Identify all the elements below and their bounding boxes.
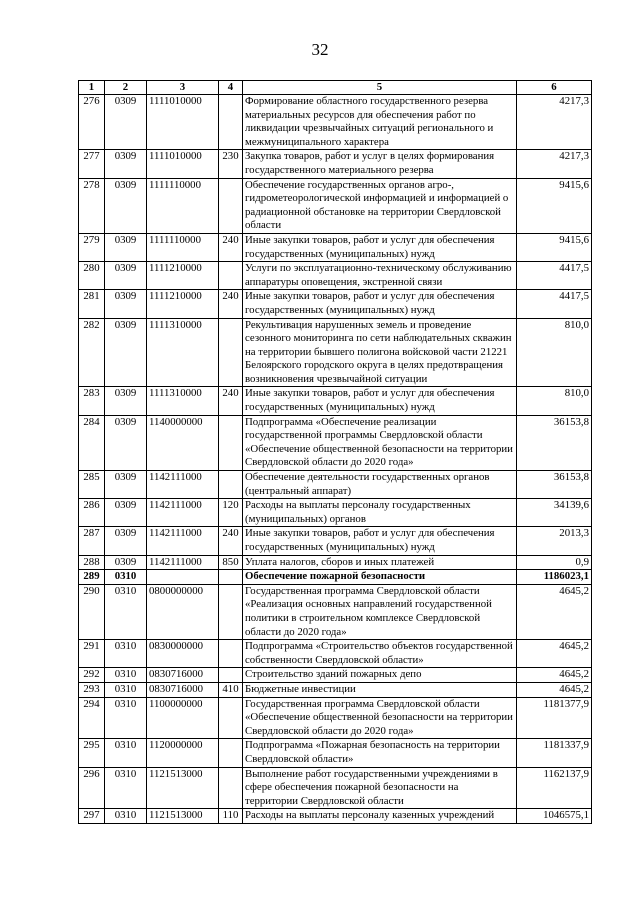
expense-type-cell: [219, 318, 243, 387]
amount-cell: 4645,2: [517, 668, 592, 683]
amount-cell: 4645,2: [517, 682, 592, 697]
expense-type-cell: 410: [219, 682, 243, 697]
section-code-cell: 0309: [105, 150, 147, 178]
description-cell: Подпрограмма «Обеспечение реализации государственной программы Свердловской области «Обеспечение общественной безопасности на территории Свердловской области до 2020 года»: [243, 415, 517, 470]
target-code-cell: 1111210000: [147, 262, 219, 290]
section-code-cell: 0309: [105, 499, 147, 527]
section-code-cell: 0309: [105, 290, 147, 318]
description-cell: Подпрограмма «Строительство объектов государственной собственности Свердловской области»: [243, 640, 517, 668]
expense-type-cell: 850: [219, 555, 243, 570]
target-code-cell: 1111110000: [147, 233, 219, 261]
expense-type-cell: [219, 668, 243, 683]
col-header-num: 1: [79, 81, 105, 95]
target-code-cell: 0800000000: [147, 584, 219, 639]
target-code-cell: 1120000000: [147, 739, 219, 767]
budget-table: [78, 80, 592, 824]
section-code-cell: 0310: [105, 640, 147, 668]
description-cell: Закупка товаров, работ и услуг в целях формирования государственного материального резерва: [243, 150, 517, 178]
amount-cell: 1181337,9: [517, 739, 592, 767]
amount-cell: 810,0: [517, 387, 592, 415]
description-cell: Иные закупки товаров, работ и услуг для обеспечения государственных (муниципальных) нужд: [243, 233, 517, 261]
expense-type-cell: [219, 584, 243, 639]
section-code-cell: 0309: [105, 233, 147, 261]
section-code-cell: 0309: [105, 555, 147, 570]
table-row: [79, 499, 592, 527]
expense-type-cell: [219, 767, 243, 809]
expense-type-cell: [219, 697, 243, 739]
col-header-type: 4: [219, 81, 243, 95]
row-number-cell: 290: [79, 584, 105, 639]
description-cell: Выполнение работ государственными учреждениями в сфере обеспечения пожарной безопасности на территории Свердловской области: [243, 767, 517, 809]
target-code-cell: 1100000000: [147, 697, 219, 739]
table-body: [79, 95, 592, 824]
expense-type-cell: 240: [219, 387, 243, 415]
expense-type-cell: 240: [219, 233, 243, 261]
row-number-cell: 282: [79, 318, 105, 387]
row-number-cell: 280: [79, 262, 105, 290]
section-code-cell: 0310: [105, 668, 147, 683]
table-row: [79, 682, 592, 697]
target-code-cell: 1111310000: [147, 387, 219, 415]
description-cell: Государственная программа Свердловской области «Реализация основных направлений государственной политики в строительном комплексе Свердловской области до 2020 года»: [243, 584, 517, 639]
expense-type-cell: [219, 262, 243, 290]
col-header-desc: 5: [243, 81, 517, 95]
description-cell: Иные закупки товаров, работ и услуг для обеспечения государственных (муниципальных) нужд: [243, 290, 517, 318]
section-code-cell: 0310: [105, 570, 147, 585]
table-row: [79, 290, 592, 318]
row-number-cell: 285: [79, 471, 105, 499]
amount-cell: 4417,5: [517, 290, 592, 318]
target-code-cell: 1111110000: [147, 178, 219, 233]
table-row: [79, 767, 592, 809]
description-cell: Расходы на выплаты персоналу государственных (муниципальных) органов: [243, 499, 517, 527]
target-code-cell: [147, 570, 219, 585]
row-number-cell: 296: [79, 767, 105, 809]
row-number-cell: 283: [79, 387, 105, 415]
section-code-cell: 0310: [105, 584, 147, 639]
amount-cell: 4217,3: [517, 150, 592, 178]
target-code-cell: 1121513000: [147, 767, 219, 809]
row-number-cell: 297: [79, 809, 105, 824]
table-row: [79, 809, 592, 824]
row-number-cell: 279: [79, 233, 105, 261]
table-row: [79, 233, 592, 261]
table-row: [79, 150, 592, 178]
row-number-cell: 293: [79, 682, 105, 697]
section-code-cell: 0309: [105, 95, 147, 150]
target-code-cell: 1111010000: [147, 150, 219, 178]
amount-cell: 34139,6: [517, 499, 592, 527]
description-cell: Подпрограмма «Пожарная безопасность на территории Свердловской области»: [243, 739, 517, 767]
table-row: [79, 262, 592, 290]
table-row: [79, 527, 592, 555]
description-cell: Обеспечение пожарной безопасности: [243, 570, 517, 585]
description-cell: Иные закупки товаров, работ и услуг для обеспечения государственных (муниципальных) нужд: [243, 387, 517, 415]
amount-cell: 4217,3: [517, 95, 592, 150]
description-cell: Уплата налогов, сборов и иных платежей: [243, 555, 517, 570]
target-code-cell: 1142111000: [147, 527, 219, 555]
row-number-cell: 281: [79, 290, 105, 318]
expense-type-cell: 120: [219, 499, 243, 527]
amount-cell: 4645,2: [517, 584, 592, 639]
expense-type-cell: 240: [219, 527, 243, 555]
row-number-cell: 291: [79, 640, 105, 668]
expense-type-cell: [219, 570, 243, 585]
expense-type-cell: [219, 415, 243, 470]
section-code-cell: 0310: [105, 767, 147, 809]
target-code-cell: 1111210000: [147, 290, 219, 318]
target-code-cell: 1142111000: [147, 471, 219, 499]
amount-cell: 1046575,1: [517, 809, 592, 824]
target-code-cell: 0830716000: [147, 682, 219, 697]
description-cell: Обеспечение деятельности государственных органов (центральный аппарат): [243, 471, 517, 499]
table-row: [79, 415, 592, 470]
table-row: [79, 178, 592, 233]
section-code-cell: 0309: [105, 178, 147, 233]
table-row: [79, 95, 592, 150]
amount-cell: 4645,2: [517, 640, 592, 668]
amount-cell: 1186023,1: [517, 570, 592, 585]
col-header-amount: 6: [517, 81, 592, 95]
col-header-section: 2: [105, 81, 147, 95]
section-code-cell: 0309: [105, 387, 147, 415]
table-row: [79, 471, 592, 499]
section-code-cell: 0309: [105, 471, 147, 499]
row-number-cell: 289: [79, 570, 105, 585]
description-cell: Государственная программа Свердловской области «Обеспечение общественной безопасности на территории Свердловской области до 2020 года»: [243, 697, 517, 739]
row-number-cell: 277: [79, 150, 105, 178]
amount-cell: 36153,8: [517, 415, 592, 470]
section-code-cell: 0309: [105, 415, 147, 470]
target-code-cell: 0830000000: [147, 640, 219, 668]
table-row: [79, 668, 592, 683]
target-code-cell: 1140000000: [147, 415, 219, 470]
amount-cell: 2013,3: [517, 527, 592, 555]
target-code-cell: 1111310000: [147, 318, 219, 387]
description-cell: Формирование областного государственного резерва материальных ресурсов для обеспечения работ по ликвидации чрезвычайных ситуаций регионального и межмуниципального характера: [243, 95, 517, 150]
section-code-cell: 0310: [105, 809, 147, 824]
amount-cell: 1162137,9: [517, 767, 592, 809]
row-number-cell: 287: [79, 527, 105, 555]
table-row: [79, 739, 592, 767]
row-number-cell: 292: [79, 668, 105, 683]
table-row: [79, 640, 592, 668]
table-row: [79, 555, 592, 570]
amount-cell: 1181377,9: [517, 697, 592, 739]
section-code-cell: 0310: [105, 697, 147, 739]
expense-type-cell: [219, 95, 243, 150]
description-cell: Услуги по эксплуатационно-техническому обслуживанию аппаратуры оповещения, экстренной связи: [243, 262, 517, 290]
target-code-cell: 1121513000: [147, 809, 219, 824]
table-row: [79, 318, 592, 387]
row-number-cell: 286: [79, 499, 105, 527]
row-number-cell: 284: [79, 415, 105, 470]
table-row: [79, 570, 592, 585]
target-code-cell: 0830716000: [147, 668, 219, 683]
amount-cell: 9415,6: [517, 233, 592, 261]
expense-type-cell: [219, 471, 243, 499]
table-row: [79, 387, 592, 415]
description-cell: Рекультивация нарушенных земель и проведение сезонного мониторинга по сети наблюдательных скважин на территории бывшего полигона войсковой части 21221 Белоярского городского округа в целях предотвращения возникновения чрезвычайной ситуации: [243, 318, 517, 387]
amount-cell: 810,0: [517, 318, 592, 387]
description-cell: Строительство зданий пожарных депо: [243, 668, 517, 683]
amount-cell: 0,9: [517, 555, 592, 570]
amount-cell: 4417,5: [517, 262, 592, 290]
table-row: [79, 584, 592, 639]
row-number-cell: 288: [79, 555, 105, 570]
table-row: [79, 697, 592, 739]
row-number-cell: 295: [79, 739, 105, 767]
amount-cell: 9415,6: [517, 178, 592, 233]
expense-type-cell: [219, 640, 243, 668]
page-number: 32: [311, 40, 329, 59]
section-code-cell: 0309: [105, 262, 147, 290]
section-code-cell: 0309: [105, 318, 147, 387]
expense-type-cell: 110: [219, 809, 243, 824]
target-code-cell: 1142111000: [147, 499, 219, 527]
expense-type-cell: [219, 178, 243, 233]
description-cell: Расходы на выплаты персоналу казенных учреждений: [243, 809, 517, 824]
target-code-cell: 1142111000: [147, 555, 219, 570]
expense-type-cell: [219, 739, 243, 767]
header-row: [79, 81, 592, 95]
section-code-cell: 0309: [105, 527, 147, 555]
row-number-cell: 294: [79, 697, 105, 739]
description-cell: Иные закупки товаров, работ и услуг для обеспечения государственных (муниципальных) нужд: [243, 527, 517, 555]
section-code-cell: 0310: [105, 682, 147, 697]
amount-cell: 36153,8: [517, 471, 592, 499]
description-cell: Бюджетные инвестиции: [243, 682, 517, 697]
col-header-code: 3: [147, 81, 219, 95]
row-number-cell: 278: [79, 178, 105, 233]
section-code-cell: 0310: [105, 739, 147, 767]
description-cell: Обеспечение государственных органов агро-, гидрометеорологической информацией и информацией о радиационной обстановке на территории Свердловской области: [243, 178, 517, 233]
target-code-cell: 1111010000: [147, 95, 219, 150]
expense-type-cell: 240: [219, 290, 243, 318]
row-number-cell: 276: [79, 95, 105, 150]
expense-type-cell: 230: [219, 150, 243, 178]
